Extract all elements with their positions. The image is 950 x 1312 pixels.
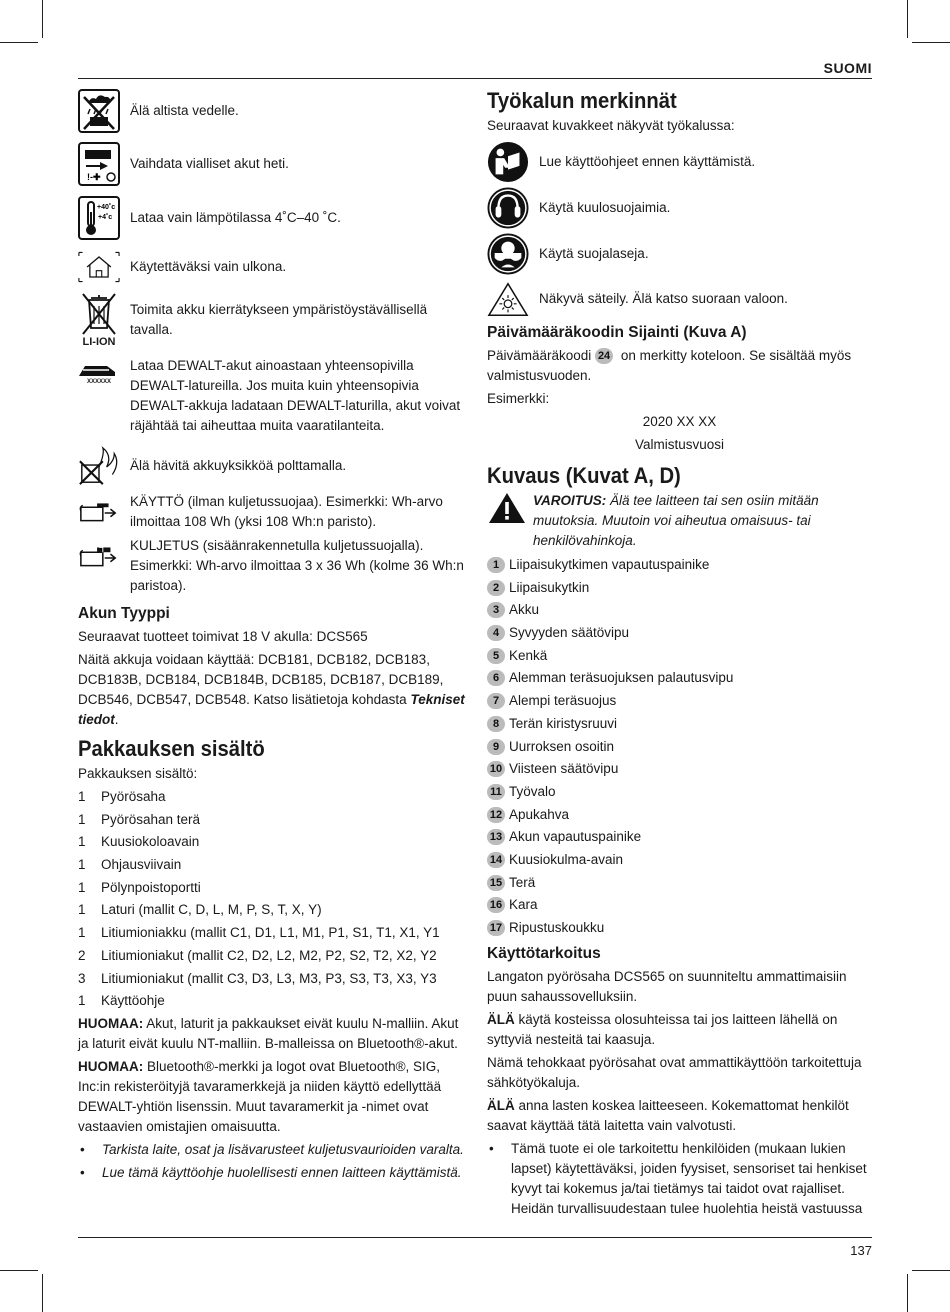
part-label: Työvalo [509,783,556,799]
part-item [487,737,872,757]
li-ion-label: LI-ION [82,336,116,348]
part-number-badge: 5 [487,648,505,664]
icon-row-text: Näkyvä säteily. Älä katso suoraan valoon. [539,291,788,306]
part-label: Akun vapautuspainike [509,829,642,845]
icon-row [78,356,466,442]
language-label: SUOMI [823,60,872,76]
eye-protection-icon [487,232,529,276]
part-label: Uurroksen osoitin [509,738,615,754]
battery-list-end: . [114,712,119,727]
part-number-badge: 12 [487,807,505,823]
part-number-badge: 9 [487,739,505,755]
markings-heading: Työkalun merkinnät [487,88,677,113]
package-item-text: Litiumioniakut (mallit C2, D2, L2, M2, P2, S2, T2, X2, Y2 [101,947,437,963]
package-item-qty: 1 [78,811,86,827]
part-label: Terän kiristysruuvi [509,715,618,731]
part-number-badge: 14 [487,852,505,868]
icon-row-text: Lataa vain lämpötilassa 4˚C–40 ˚C. [130,210,341,225]
parts-list [487,555,872,938]
part-number-badge: 10 [487,761,505,777]
package-item-text: Ohjausviivain [101,857,182,873]
note-label: HUOMAA: [78,1015,144,1031]
part-number-badge: 11 [487,784,505,800]
bullet-text: Lue tämä käyttöohje huolellisesti ennen laitteen käyttämistä. [102,1164,462,1180]
page-number: 137 [850,1243,872,1258]
icon-row [78,246,466,288]
package-item-qty: 1 [78,857,86,873]
crop-mark [42,0,43,38]
replace-battery-icon [78,142,120,186]
bullet-item [487,1139,872,1219]
package-item-text: Kuusiokoloavain [101,834,200,850]
part-item [487,782,872,802]
package-item [78,787,466,807]
icon-row-text: Lue käyttöohjeet ennen käyttämistä. [539,154,756,169]
warning-label: VAROITUS: [533,493,607,508]
warning-text [533,491,872,551]
example-label: Esimerkki: [487,391,550,406]
part-label: Viisteen säätövipu [509,761,619,777]
icon-row-text: KULJETUS (sisäänrakennetulla kuljetussuojalla). Esimerkki: Wh-arvo ilmoittaa 3 x 36 Wh (kolme 36 Wh:n paristoa). [130,538,464,593]
date-code-number-badge: 24 [595,348,613,364]
package-item-qty: 1 [78,993,86,1009]
use-mode-icon [78,499,120,525]
part-label: Kuusiokulma-avain [509,851,624,867]
battery-type-text: Seuraavat tuotteet toimivat 18 V akulla: DCS565 [78,629,368,644]
part-item [487,623,872,643]
package-item-qty: 1 [78,925,86,941]
right-column [487,88,872,1222]
icon-row-text: Vaihdata vialliset akut heti. [130,156,289,171]
note-1 [78,1014,466,1054]
package-item-text: Litiumioniakku (mallit C1, D1, L1, M1, P1, S1, T1, X1, Y1 [101,925,440,941]
crop-mark [912,42,950,43]
package-item-text: Pyörösahan terä [101,811,201,827]
part-item [487,895,872,915]
part-label: Alemman teräsuojuksen palautusvipu [509,670,734,686]
battery-list-body: Näitä akkuja voidaan käyttää: DCB181, DCB182, DCB183, DCB183B, DCB184, DCB184B, DCB185, DCB187, DCB189, DCB546, DCB547, DCB548. Katso lisätietoja kohdasta [78,652,444,707]
package-heading: Pakkauksen sisältö [78,736,265,761]
part-item [487,600,872,620]
part-item [487,555,872,575]
bullet-dot: • [80,1164,85,1180]
icon-row-text: Toimita akku kierrätykseen ympäristöystävällisellä tavalla. [130,302,428,337]
note-2 [78,1057,466,1137]
part-number-badge: 2 [487,580,505,596]
icon-row [78,290,466,350]
crop-mark [907,1274,908,1312]
markings-intro: Seuraavat kuvakkeet näkyvät työkalussa: [487,118,735,133]
example-caption: Valmistusvuosi [634,437,725,452]
part-item [487,646,872,666]
description-heading: Kuvaus (Kuvat A, D) [487,463,681,488]
part-item [487,578,872,598]
part-item [487,668,872,688]
part-number-badge: 6 [487,670,505,686]
note-text: Akut, laturit ja pakkaukset eivät kuulu N-malliin. Akut ja laturit eivät kuulu NT-malliin. B-malleissa on Bluetooth®-akut. [78,1015,459,1051]
part-label: Liipaisukytkin [509,579,590,595]
bullet-item [78,1163,466,1183]
part-item [487,759,872,779]
part-label: Kara [509,897,538,913]
package-item-qty: 1 [78,902,86,918]
package-item [78,969,466,989]
date-code-text-a: Päivämääräkoodi [487,348,596,363]
icon-row-text: Älä hävitä akkuyksikköä polttamalla. [130,458,347,473]
part-number-badge: 7 [487,693,505,709]
svg-text:+40˚c: +40˚c [97,204,116,211]
left-column [78,88,466,1186]
no-water-icon [78,89,120,133]
package-item-text: Laturi (mallit C, D, L, M, P, S, T, X, Y) [101,902,322,918]
ear-protection-icon [487,186,529,230]
icon-row [78,490,466,534]
page-footer [78,1237,872,1258]
icon-row-text: Älä altista vedelle. [130,103,239,118]
part-number-badge: 1 [487,557,505,573]
warning-body: Älä tee laitteen tai sen osiin mitään muutoksia. Muutoin voi aiheutua omaisuus- tai henkilövahinkoja. [533,493,819,548]
package-item-qty: 3 [78,970,86,986]
date-code-text [487,346,872,386]
package-item-qty: 1 [78,879,86,895]
package-item [78,878,466,898]
svg-text:!-✚: !-✚ [87,172,101,182]
icon-row [78,138,466,190]
bullet-dot: • [80,1141,85,1157]
thermometer-icon [78,196,120,240]
package-item-qty: 1 [78,834,86,850]
warning-block [487,491,872,551]
ala-label: ÄLÄ [487,1012,515,1027]
icon-row-text: Käytä suojalaseja. [539,246,649,261]
icon-row [487,185,872,231]
note-label: HUOMAA: [78,1058,144,1074]
part-number-badge: 17 [487,920,505,936]
package-item [78,946,466,966]
crop-mark [0,42,38,43]
read-manual-icon [487,140,529,184]
part-number-badge: 8 [487,716,505,732]
icon-row [487,277,872,321]
part-item [487,873,872,893]
package-list [78,787,466,1011]
part-label: Alempi teräsuojus [509,693,617,709]
page-header [78,56,872,79]
intended-use-text-2: Nämä tehokkaat pyörösahat ovat ammattikäyttöön tarkoitettuja sähkötyökaluja. [487,1055,862,1090]
part-label: Apukahva [509,806,570,822]
icon-row-text: Lataa DEWALT-akut ainoastaan yhteensopivilla DEWALT-latureilla. Jos muita kuin yhteensopivia DEWALT-akkuja ladataan DEWALT-laturilla, akut voivat räjähtää tai aiheuttaa muita vaaratilanteita. [130,358,461,433]
package-item [78,923,466,943]
intended-use-warning-2 [487,1096,872,1136]
icon-row-text: KÄYTTÖ (ilman kuljetussuojaa). Esimerkki: Wh-arvo ilmoittaa 108 Wh (yksi 108 Wh:n paristo). [130,494,443,529]
part-number-badge: 16 [487,897,505,913]
note-text: Bluetooth®-merkki ja logot ovat Bluetooth®, SIG, Inc:in rekisteröityjä tavaramerkkejä ja niiden käyttö edellyttää DEWALT-yhtiön lisenssin. Muut tavaramerkit ja -nimet ovat vastaavien omistajien omaisuutta. [78,1058,442,1134]
indoor-house-icon [78,250,120,284]
ala-text: anna lasten koskea laitteeseen. Kokemattomat henkilöt saavat käyttää tätä laitetta vain valvotusti. [487,1098,849,1133]
part-label: Kenkä [509,647,548,663]
icon-row [487,139,872,185]
part-item [487,691,872,711]
battery-type-heading: Akun Tyyppi [78,605,170,622]
icon-row [78,88,466,134]
icon-row [78,194,466,242]
package-item-text: Käyttöohje [101,993,165,1009]
package-item [78,900,466,920]
intended-use-text: Langaton pyörösaha DCS565 on suunniteltu ammattimaisiin puun sahaussovelluksiin. [487,969,847,1004]
bullet-text: Tarkista laite, osat ja lisävarusteet kuljetusvaurioiden varalta. [102,1141,464,1157]
example-code: 2020 XX XX [642,414,717,429]
part-number-badge: 13 [487,829,505,845]
svg-text:+4˚c: +4˚c [98,214,113,221]
bullet-item [78,1140,466,1160]
crossed-bin-icon [78,292,120,348]
part-item [487,714,872,734]
package-item-qty: 2 [78,947,86,963]
package-intro: Pakkauksen sisältö: [78,766,198,781]
icon-row-text: Käytettäväksi vain ulkona. [130,259,287,274]
package-item [78,810,466,830]
radiation-warning-icon [487,280,529,318]
intended-use-heading: Käyttötarkoitus [487,945,601,962]
battery-list-text [78,650,466,730]
date-code-heading: Päivämääräkoodin Sijainti (Kuva A) [487,324,747,341]
ala-text: käytä kosteissa olosuhteissa tai jos laitteen lähellä on syttyviä nesteitä tai kaasuja. [487,1012,838,1047]
crop-mark [912,1270,950,1271]
part-label: Terä [509,874,536,890]
ala-label: ÄLÄ [487,1098,515,1113]
package-item-text: Pölynpoistoportti [101,879,201,895]
package-item-text: Litiumioniakut (mallit C3, D3, L3, M3, P3, S3, T3, X3, Y3 [101,970,437,986]
crop-mark [42,1274,43,1312]
date-code-text-b: on merkitty koteloon. Se sisältää myös valmistusvuoden. [487,348,852,383]
bullet-dot: • [489,1141,494,1156]
charger-icon [78,360,120,386]
part-label: Ripustuskoukku [509,920,605,935]
crop-mark [907,0,908,38]
no-fire-icon [78,445,120,487]
icon-row [487,231,872,277]
part-label: Liipaisukytkimen vapautuspainike [509,557,710,572]
package-item [78,855,466,875]
icon-row-text: Käytä kuulosuojaimia. [539,200,671,215]
part-item [487,827,872,847]
charger-label: XXXXXX [86,379,111,385]
part-number-badge: 15 [487,875,505,891]
crop-mark [0,1270,38,1271]
intended-use-warning-1 [487,1010,872,1050]
part-number-badge: 3 [487,602,505,618]
part-item [487,850,872,870]
icon-row [78,444,466,488]
icon-row [78,536,466,598]
package-item-qty: 1 [78,789,86,804]
package-item [78,991,466,1011]
transport-mode-icon [78,544,120,570]
package-item [78,832,466,852]
tech-data-link[interactable]: Tekniset tiedot [78,692,465,727]
warning-icon [487,491,533,551]
part-label: Akku [509,602,540,618]
part-number-badge: 4 [487,625,505,641]
bullet-text: Tämä tuote ei ole tarkoitettu henkilöiden (mukaan lukien lapset) käytettäväksi, joiden fyysiset, sensoriset tai henkiset kyvyt tai kokemus ja/tai tietämys tai taidot ovat rajalliset. Heidän turvallisuudestaan tulee huolehtia heistä vastuussa [511,1141,867,1216]
part-item [487,918,872,938]
part-label: Syvyyden säätövipu [509,625,630,641]
package-item-text: Pyörösaha [101,789,166,804]
part-item [487,805,872,825]
